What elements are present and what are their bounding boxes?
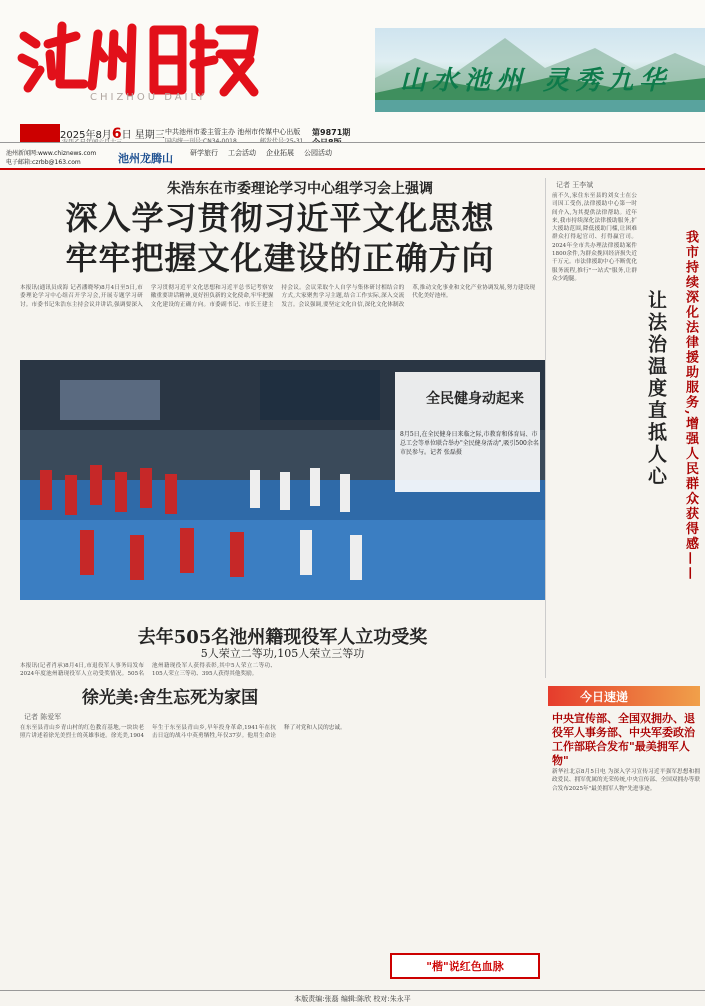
today-body: 新华社北京8月5日电 为深入学习宣传习近平强军思想和拥政爱民、拥军优属的光荣传统,中央宣传部、全国双拥办等联合发布2025年"最美拥军人物"先进事迹。 (552, 769, 700, 792)
right-feature-subtitle: 我市持续深化法律援助服务,增强人民群众获得感—— (683, 230, 698, 582)
masthead-slogan: 山水池州 灵秀九华 (400, 66, 672, 96)
right-feature-body: 前不久,家住东至县的刘女士在公司因工受伤,法律援助中心第一时间介入,为其提供法律帮助。近年来,我市持续深化法律援助服务,扩大援助范围,降低援助门槛,让困难群众打得起官司、打得赢官司。2024年全市共办理法律援助案件1800余件,为群众挽回经济损失近千万元。市法律援助中心不断优化服务流程,推行"一站式"服务,让群众少跑腿。 (552, 193, 637, 282)
today-label: 今日速递 (580, 690, 629, 704)
section-items (190, 148, 332, 158)
website-link[interactable]: 池州新闻网:www.chiznews.com (6, 150, 97, 157)
section-bar (0, 142, 705, 170)
xu-byline: 记者 陈爱军 (24, 713, 62, 721)
masthead-pinyin: CHIZHOU DAILY (90, 92, 207, 103)
red-badge (20, 124, 60, 142)
today-headline: 中央宣传部、全国双拥办、退役军人事务部、中央军委政治工作部联合发布"最美拥军人物" (552, 712, 695, 767)
issue-number: 第9871期 (312, 128, 351, 137)
section-item: 企业拓展 (266, 149, 294, 157)
lead-body: 本报讯(通讯员成海 记者潘晓琴)8月4日至5日,市委理论学习中心组召开学习会,开展专题学习研讨。市委书记朱浩东主持会议并讲话,强调要深入学习贯彻习近平文化思想和习近平总书记考察安徽重要讲话精神,更好担负新的文化使命,牢牢把握文化建设的正确方向。市委副书记、市长王建主持会议。会议采取个人自学与集体研讨相结合的方式,大家聚焦学习主题,结合工作实际,深入交流发言。会议强调,要坚定文化自信,深化文化体制改革,推动文化事业和文化产业协调发展,努力建设现代化美好池州。 (20, 285, 535, 308)
lead-kicker: 朱浩东在市委理论学习中心组学习会上强调 (167, 181, 433, 197)
section-item: 研学旅行 (190, 149, 218, 157)
red-slogan: "楷"说红色血脉 (426, 960, 504, 973)
publisher-line: 中共池州市委主管主办 池州市传媒中心出版 (165, 128, 301, 136)
issue-date: 2025年8月6日 星期三 (60, 126, 165, 142)
recruit-subheadline: 5人荣立二等功,105人荣立三等功 (200, 647, 365, 660)
email-link[interactable]: 电子邮箱:czrbb@163.com (6, 159, 81, 166)
recruit-body: 本报讯(记者肖承)8月4日,市退役军人事务局发布2024年度池州籍现役军人立功受奖情况。505名池州籍现役军人获得表彰,其中5人荣立二等功、105人荣立三等功、395人获得其他奖励。 (20, 663, 276, 678)
lead-headline: 深入学习贯彻习近平文化思想 牢牢把握文化建设的正确方向 (65, 199, 495, 277)
recruit-headline: 去年505名池州籍现役军人立功受奖 (137, 627, 428, 648)
xu-body: 在东至县青山乡青山村的红色教育基地,一块块老照片讲述着徐光美烈士的英雄事迹。徐光美,1904年生于东至县青山乡,早年投身革命,1941年在抗击日寇的战斗中英勇牺牲,年仅37岁。他用生命诠释了对党和人民的忠诚。 (20, 725, 346, 740)
page-footer: 本版责编:张磊 编辑:陈欣 校对:朱永平 (0, 990, 705, 1006)
photo-caption: 8月5日,在全民健身日来临之际,市教育和体育局、市总工会等单位联合举办"全民健身活动",吸引500余名市民参与。记者 张磊摄 (400, 431, 539, 456)
right-feature-title: 让法治温度直抵人心 (645, 290, 667, 488)
right-byline: 记者 王李斌 (556, 181, 594, 189)
section-item: 公园活动 (304, 149, 332, 157)
photo-title: 全民健身动起来 (426, 391, 524, 407)
xu-headline: 徐光美:舍生忘死为家国 (81, 688, 259, 708)
section-item: 工会活动 (228, 149, 256, 157)
section-label: 池州龙腾山 (118, 152, 173, 165)
newspaper-logo (14, 14, 264, 100)
